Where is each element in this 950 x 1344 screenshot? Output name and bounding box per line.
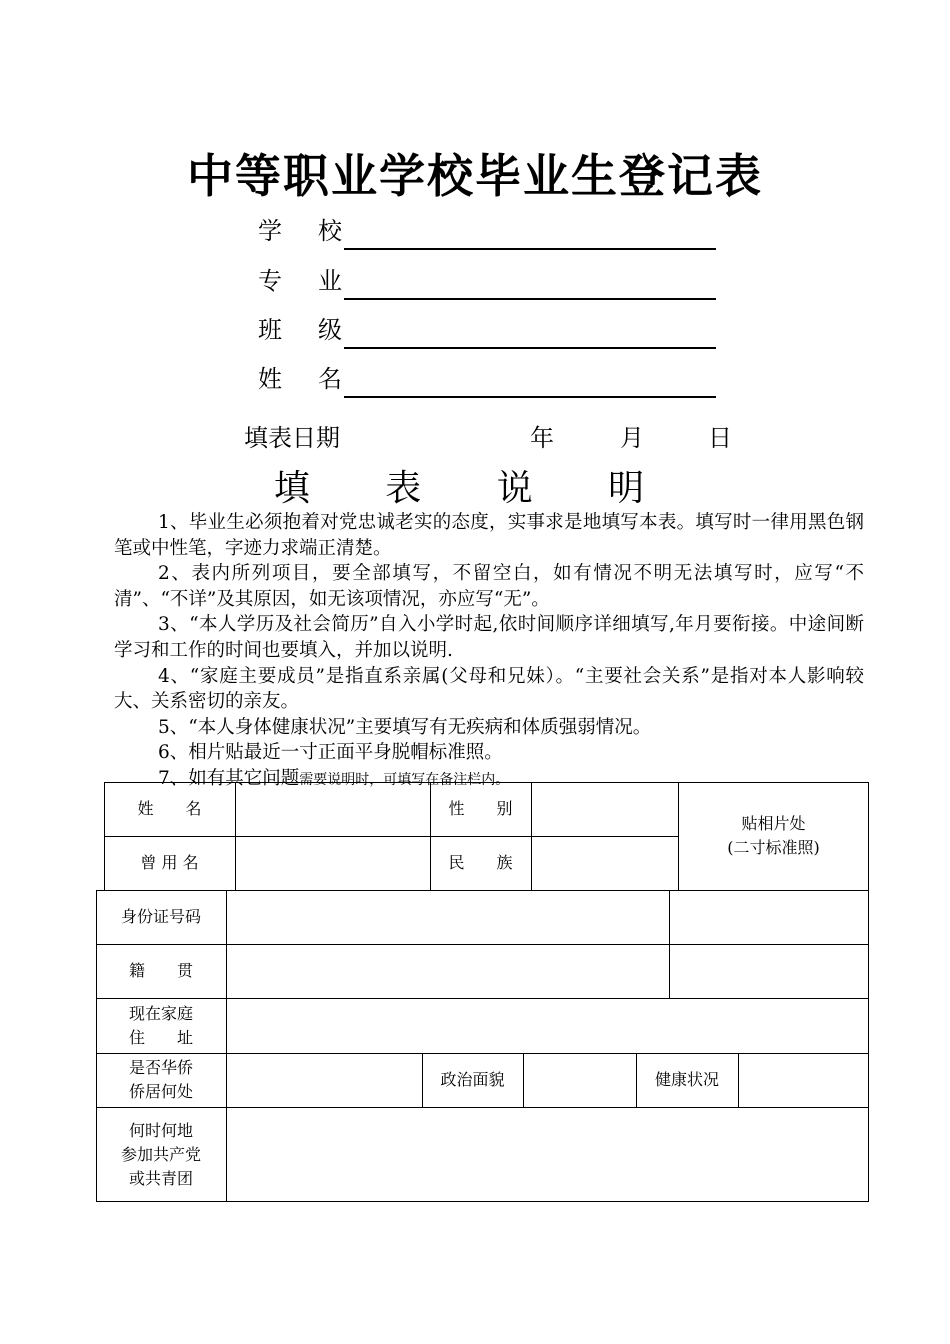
day-label: 日 (708, 424, 732, 452)
name-input[interactable] (236, 782, 430, 836)
instruction-item: 6、相片贴最近一寸正面平身脱帽标准照。 (158, 742, 503, 764)
major-underline (344, 297, 716, 300)
year-label: 年 (530, 424, 554, 452)
health-input[interactable] (739, 1053, 869, 1107)
instruction-item: 5、“本人身体健康状况”主要填写有无疾病和体质强弱情况。 (158, 716, 652, 738)
gender-label: 性 别 (448, 799, 513, 818)
native-place-input[interactable] (227, 944, 669, 998)
native-place-label: 籍 贯 (128, 961, 193, 980)
class-underline (344, 346, 716, 349)
field-label: 学 校 (258, 217, 342, 245)
form-title: 中等职业学校毕业生登记表 (187, 149, 763, 203)
overseas-chinese-label: 是否华侨 侨居何处 (128, 1058, 193, 1101)
instruction-item: 1、毕业生必须抱着对党忠诚老实的态度，实事求是地填写本表。填写时一律用黑色钢笔或中性笔，字迹力求端正清楚。 (114, 512, 864, 559)
home-address-input[interactable] (227, 998, 869, 1053)
health-label: 健康状况 (654, 1070, 719, 1089)
overseas-chinese-input[interactable] (227, 1053, 422, 1107)
fill-date-row (244, 418, 744, 450)
gender-input[interactable] (532, 782, 678, 836)
party-join-label: 何时何地 参加共产党 或共青团 (120, 1120, 201, 1188)
instruction-item: 4、“家庭主要成员”是指直系亲属(父母和兄妹）。“主要社会关系”是指对本人影响较大、关系密切的亲友。 (114, 665, 864, 713)
month-label: 月 (620, 424, 644, 452)
fill-date-label: 填表日期 (244, 424, 340, 452)
party-join-input[interactable] (227, 1107, 869, 1202)
former-name-label: 曾 用 名 (140, 853, 199, 872)
political-status-label: 政治面貌 (440, 1070, 505, 1089)
ethnicity-label: 民 族 (448, 853, 513, 872)
political-status-input[interactable] (524, 1053, 636, 1107)
instructions-heading: 填 表 说 明 (273, 468, 677, 509)
field-label: 班 级 (258, 316, 342, 344)
former-name-input[interactable] (236, 836, 430, 890)
instruction-item: 3、“本人学历及社会简历”自入小学时起,依时间顺序详细填写,年月要衔接。中途间断学习和工作的时间也要填入，并加以说明. (114, 614, 864, 661)
instruction-item: 7、如有其它问题需要说明时，可填写在备注栏内。 (158, 767, 510, 789)
name-underline (344, 395, 716, 398)
instruction-item: 2、表内所列项目，要全部填写，不留空白，如有情况不明无法填写时，应写“不清”、“不详”及其原因，如无该项情况，亦应写“无”。 (114, 563, 864, 610)
id-number-label: 身份证号码 (120, 907, 201, 926)
photo-area[interactable] (678, 782, 869, 890)
name-label: 姓 名 (137, 799, 202, 818)
instructions-body (114, 510, 864, 794)
id-number-input[interactable] (227, 890, 669, 944)
ethnicity-input[interactable] (532, 836, 678, 890)
home-address-label: 现在家庭 住 址 (128, 1003, 193, 1047)
field-label: 姓 名 (258, 365, 342, 393)
photo-size-label: (二寸标准照) (727, 838, 820, 857)
field-label: 专 业 (258, 267, 342, 295)
col-divider (669, 890, 670, 998)
school-underline (344, 247, 716, 250)
photo-label: 贴相片处 (741, 814, 806, 833)
